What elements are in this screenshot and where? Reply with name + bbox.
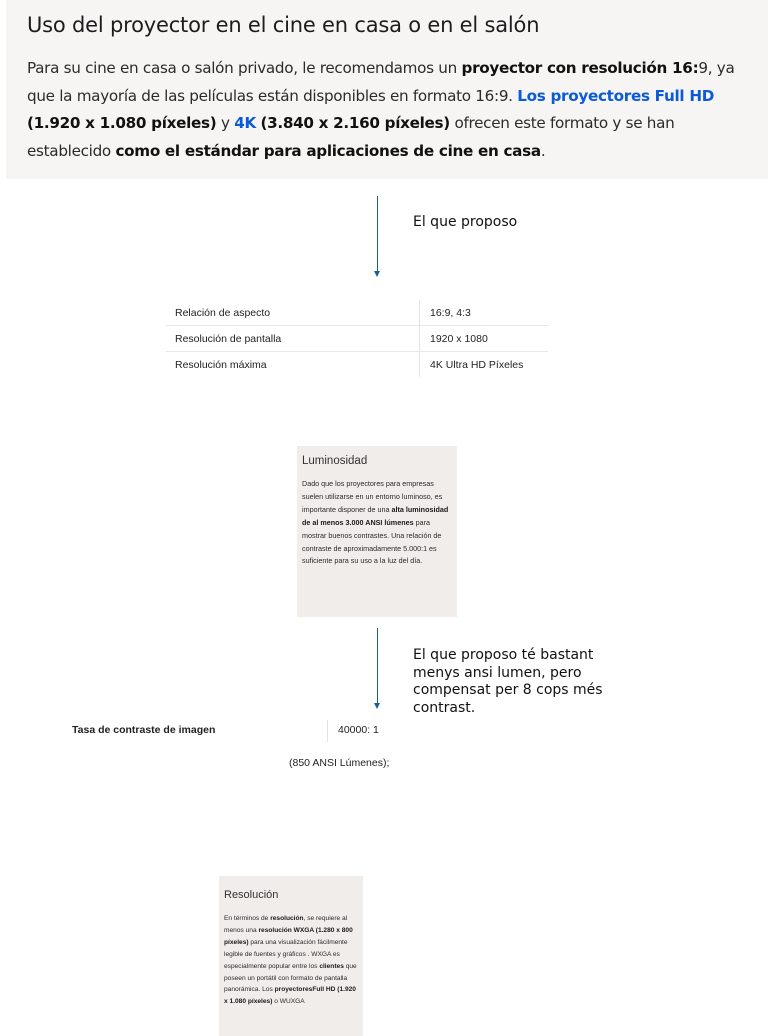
table-row bbox=[166, 300, 548, 325]
card-text-span: que poseen un portátil con formato de pantalla panorámica. Los bbox=[224, 962, 357, 994]
table-row bbox=[166, 351, 548, 377]
note-line: compensat per 8 cops més bbox=[413, 682, 603, 698]
spec-key: Relación de aspecto bbox=[166, 300, 420, 325]
note-line: contrast. bbox=[413, 699, 476, 716]
resolucion-card bbox=[219, 876, 363, 1036]
intro-bold-text: (1.920 x 1.080 píxeles) bbox=[27, 114, 217, 132]
contrast-label: Tasa de contraste de imagen bbox=[72, 724, 216, 736]
intro-text: y bbox=[216, 114, 235, 132]
intro-title: Uso del proyector en el cine en casa o en el salón bbox=[27, 13, 540, 37]
card-text-span: Dado que los proyectores para empresas suelen utilizarse en un entorno luminoso, es importante disponer de una bbox=[302, 479, 443, 514]
annotation-note bbox=[413, 647, 603, 717]
intro-text: . bbox=[540, 141, 546, 160]
card-text-span: En términos de bbox=[224, 915, 271, 922]
spec-value: 4K Ultra HD Píxeles bbox=[430, 358, 524, 371]
intro-bold-text: proyector con resolución 16: bbox=[461, 59, 699, 77]
note-line: El que proposo té bastant bbox=[413, 647, 594, 663]
card-title: Resolución bbox=[224, 889, 279, 901]
card-text-span: para una visualización fácilmente legible de fuentes y gráficos . WXGA es especialmente popular entre los bbox=[224, 938, 348, 970]
arrow-down-icon bbox=[377, 196, 378, 275]
spec-table bbox=[166, 300, 548, 377]
intro-bold-text: como el estándar para aplicaciones de cine en casa bbox=[115, 141, 541, 160]
intro-text: ofrecen este formato y se han establecido bbox=[27, 114, 675, 160]
card-bold-text: resolución bbox=[270, 915, 304, 922]
card-text-span: , se requiere al menos una bbox=[224, 915, 348, 934]
card-bold-text: alta luminosidad de al menos 3.000 ANSI lúmenes bbox=[302, 504, 449, 527]
intro-paragraph bbox=[27, 55, 747, 165]
spec-key: Resolución de pantalla bbox=[166, 326, 420, 351]
arrow-down-icon bbox=[377, 628, 378, 707]
intro-bold-text: (3.840 x 2.160 píxeles) bbox=[260, 114, 450, 132]
contrast-row bbox=[66, 720, 406, 742]
annotation-note: El que proposo bbox=[413, 214, 518, 230]
luminosidad-card bbox=[297, 446, 457, 617]
card-text bbox=[224, 913, 359, 1008]
card-title: Luminosidad bbox=[302, 455, 368, 467]
spec-key: Resolución máxima bbox=[166, 352, 420, 377]
card-bold-text: proyectoresFull HD (1.920 x 1.080 píxeles) bbox=[224, 986, 356, 1006]
card-text bbox=[302, 478, 454, 568]
table-row bbox=[166, 325, 548, 351]
spec-value: 1920 x 1080 bbox=[430, 332, 488, 345]
card-bold-text: resolución WXGA (1.280 x 800 píxeles) bbox=[224, 926, 353, 946]
lumens-text: (850 ANSI Lúmenes); bbox=[289, 757, 390, 769]
card-text-span: para mostrar buenos contrastes. Una relación de contraste de aproximadamente 5.000:1 es suficiente para su uso a la luz del día. bbox=[302, 517, 442, 566]
intro-text: 9, ya que la mayoría de las películas están disponibles en formato 16:9. bbox=[27, 59, 735, 105]
card-bold-text: clientes bbox=[319, 962, 344, 970]
divider bbox=[327, 720, 328, 742]
note-line: menys ansi lumen, pero bbox=[413, 664, 582, 681]
spec-value: 16:9, 4:3 bbox=[430, 306, 471, 319]
card-text-span: o WUXGA bbox=[272, 998, 305, 1006]
intro-text: Para su cine en casa o salón privado, le recomendamos un bbox=[27, 59, 462, 77]
4k-link[interactable]: 4K bbox=[234, 114, 256, 132]
full-hd-link[interactable]: Los proyectores Full HD bbox=[517, 86, 715, 105]
contrast-value: 40000: 1 bbox=[338, 724, 379, 736]
